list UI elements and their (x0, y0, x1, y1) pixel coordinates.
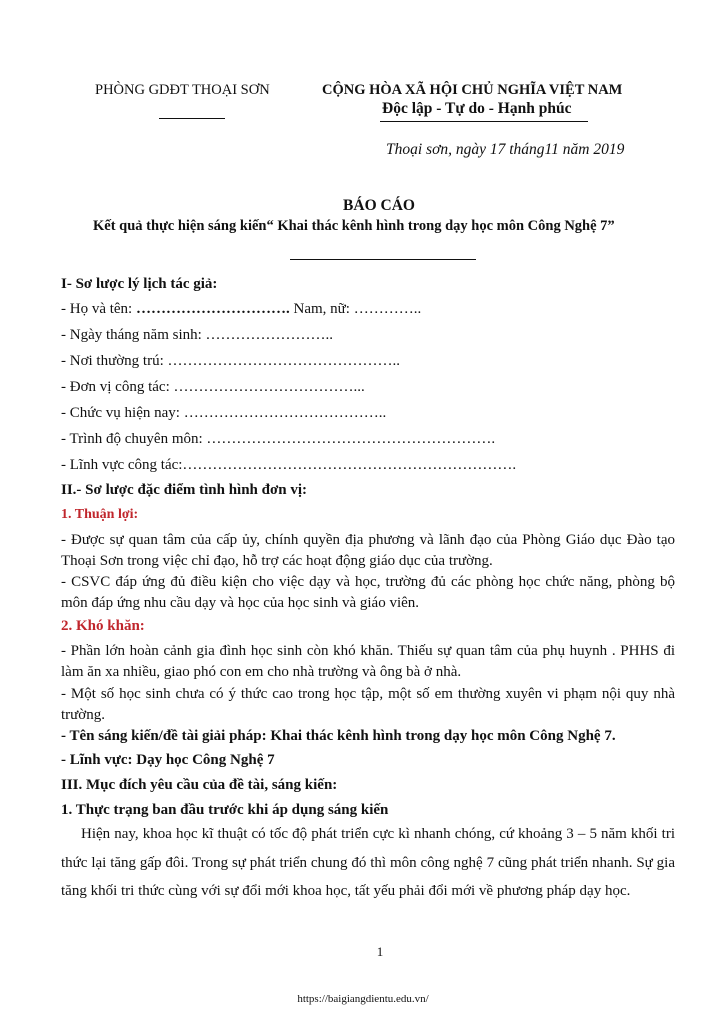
name-label: - Họ và tên: (61, 301, 136, 317)
section-2-heading: II.- Sơ lược đặc điểm tình hình đơn vị: (61, 482, 308, 498)
initiative-name: - Tên sáng kiến/đề tài giải pháp: Khai thác kênh hình trong dạy học môn Công Nghệ 7. (61, 728, 616, 744)
initiative-field: - Lĩnh vực: Dạy học Công Nghệ 7 (61, 752, 275, 768)
issuing-office: PHÒNG GDĐT THOẠI SƠN (95, 82, 270, 98)
field-workplace: - Đơn vị công tác: ………………………………... (61, 379, 365, 395)
advantages-heading: 1. Thuận lợi: (61, 507, 139, 522)
title-divider (290, 259, 476, 260)
section-3-heading: III. Mục đích yêu cầu của đề tài, sáng kiến: (61, 777, 338, 793)
national-title: CỘNG HÒA XÃ HỘI CHỦ NGHĨA VIỆT NAM (322, 82, 623, 98)
field-name (61, 301, 421, 318)
field-position: - Chức vụ hiện nay: ………………………………….. (61, 405, 387, 421)
advantage-2: - CSVC đáp ứng đủ điều kiện cho việc dạy và học, trường đủ các phòng học chức năng, phòng bộ môn đáp ứng nhu cầu dạy và học của học sinh và giáo viên. (61, 574, 675, 611)
field-birthdate: - Ngày tháng năm sinh: …………………….. (61, 327, 334, 343)
report-title: BÁO CÁO (343, 197, 415, 214)
field-work-area: - Lĩnh vực công tác:…………………………………………………………. (61, 457, 517, 473)
difficulty-1: - Phần lớn hoàn cảnh gia đình học sinh còn khó khăn. Thiếu sự quan tâm của phụ huynh . PHHS đi làm ăn xa nhiều, giao phó con em cho nhà trường và ông bà ở nhà. (61, 643, 675, 680)
place-date: Thoại sơn, ngày 17 tháng11 năm 2019 (386, 141, 625, 158)
difficulty-2: - Một số học sinh chưa có ý thức cao trong học tập, một số em thường xuyên vi phạm nội quy nhà trường. (61, 686, 675, 723)
section-3-paragraph: Hiện nay, khoa học kĩ thuật có tốc độ phát triển cực kì nhanh chóng, cứ khoảng 3 – 5 năm khối tri thức lại tăng gấp đôi. Trong sự phát triển chung đó thì môn công nghệ 7 cũng phát triển nhanh. Sự gia tăng khối tri thức cùng với sự đổi mới khoa học, tất yếu phải đổi mới về phương pháp dạy học. (61, 826, 675, 899)
report-subtitle: Kết quả thực hiện sáng kiến“ Khai thác kênh hình trong dạy học môn Công Nghệ 7” (93, 218, 615, 234)
field-residence: - Nơi thường trú: ……………………………………….. (61, 353, 400, 369)
page-number: 1 (376, 944, 384, 959)
section-1-heading: I- Sơ lược lý lịch tác giả: (61, 276, 218, 292)
advantage-1: - Được sự quan tâm của cấp ủy, chính quyền địa phương và lãnh đạo của Phòng Giáo dục Đào tạo Thoại Sơn trong việc chỉ đạo, hỗ trợ các hoạt động giáo dục của trường. (61, 532, 675, 569)
national-motto: Độc lập - Tự do - Hạnh phúc (382, 100, 572, 117)
section-3-subheading: 1. Thực trạng ban đầu trước khi áp dụng sáng kiến (61, 802, 389, 818)
difficulties-heading: 2. Khó khăn: (61, 618, 145, 634)
gender-field: Nam, nữ: ………….. (289, 301, 422, 317)
field-qualification: - Trình độ chuyên môn: …………………………………………………. (61, 431, 496, 447)
office-underline (159, 118, 225, 119)
motto-underline (380, 121, 588, 122)
name-dots: …………………………. (135, 301, 290, 317)
source-url[interactable]: https://baigiangdientu.edu.vn/ (297, 993, 429, 1005)
